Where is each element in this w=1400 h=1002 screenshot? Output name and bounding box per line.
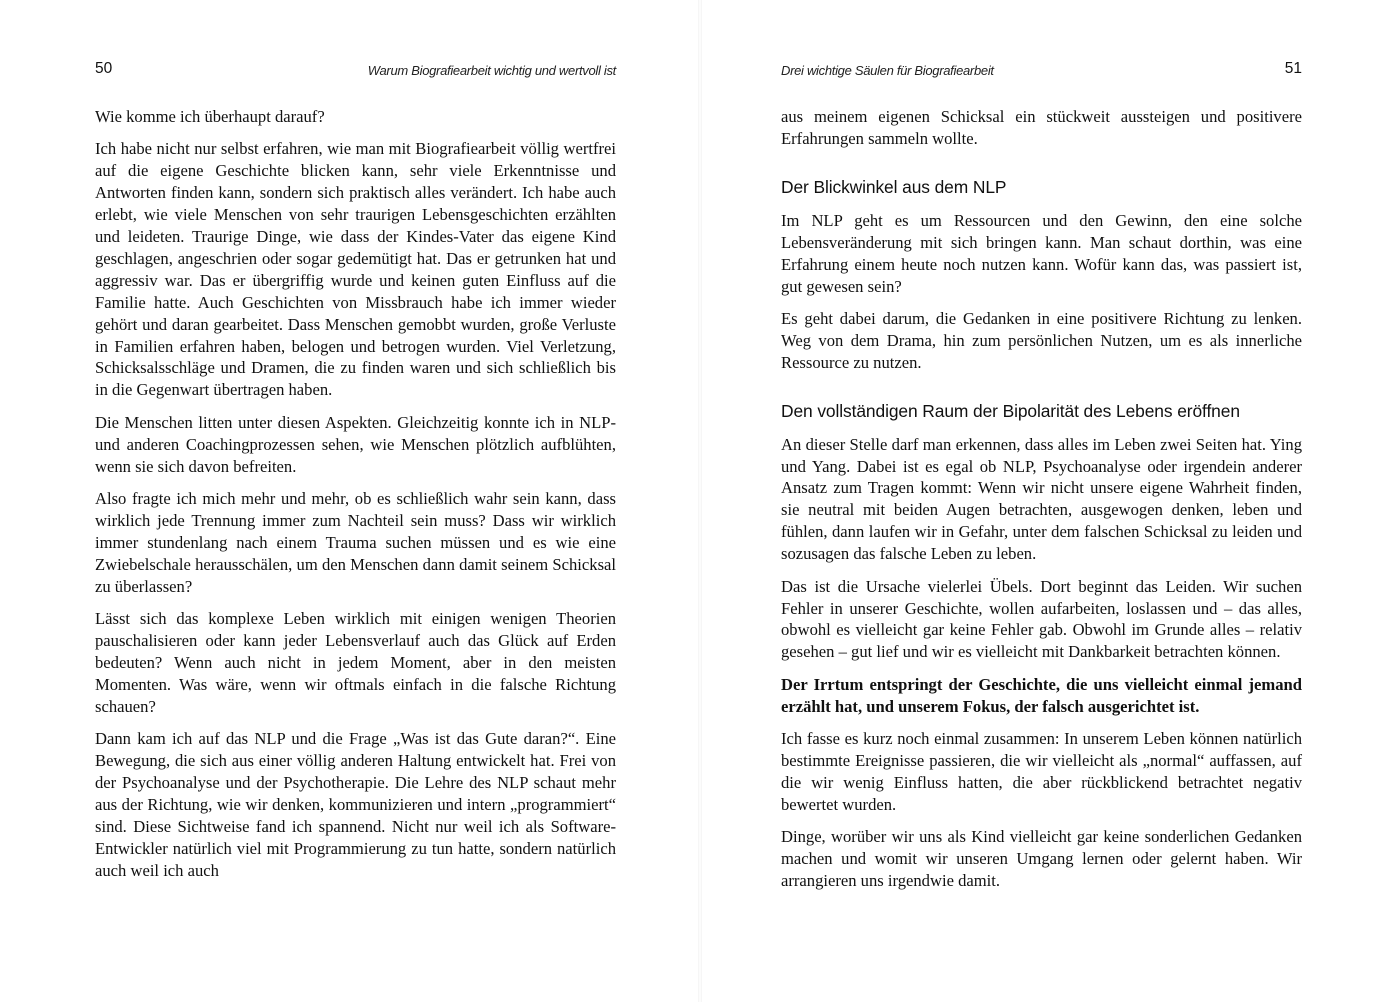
section-heading-nlp: Der Blickwinkel aus dem NLP bbox=[781, 176, 1007, 197]
right-bold-paragraph: Der Irrtum entspringt der Geschichte, die uns vielleicht einmal jemand erzählt hat, und unserem Fokus, der falsch ausgerichtet ist. bbox=[781, 674, 1302, 716]
left-paragraph: Also fragte ich mich mehr und mehr, ob es schließlich wahr sein kann, dass wirklich jede Trennung immer zum Nachteil sein muss? Dass wir wirklich immer stundenlang nach einem Trauma suchen müssen und es wie eine Zwiebelschale herausschälen, um den Menschen dann damit seinem Schicksal zu überlassen? bbox=[95, 489, 616, 596]
section-heading-bipolarity: Den vollständigen Raum der Bipolarität des Lebens eröffnen bbox=[781, 400, 1240, 421]
right-running-head bbox=[781, 60, 1302, 82]
right-lead-paragraph: aus meinem eigenen Schicksal ein stückweit aussteigen und positivere Erfahrungen sammeln wollte. bbox=[781, 107, 1302, 148]
right-paragraph: Im NLP geht es um Ressourcen und den Gewinn, den eine solche Lebensveränderung mit sich bringen kann. Man schaut dorthin, was eine Erfahrung einem heute noch nutzen kann. Wofür kann das, was passiert ist, gut gewesen sein? bbox=[781, 210, 1302, 296]
right-paragraph: Es geht dabei darum, die Gedanken in eine positivere Richtung zu lenken. Weg von dem Drama, hin zum persönlichen Nutzen, um es als innerliche Ressource zu nutzen. bbox=[781, 308, 1302, 372]
left-running-head bbox=[95, 60, 616, 82]
right-page-number: 51 bbox=[1284, 60, 1302, 77]
right-paragraph: Dinge, worüber wir uns als Kind vielleicht gar keine sonderlichen Gedanken machen und womit wir unseren Umgang lernen oder gelernt haben. Wir arrangieren uns irgendwie damit. bbox=[781, 827, 1302, 890]
left-page-number: 50 bbox=[95, 60, 113, 77]
right-running-head-title: Drei wichtige Säulen für Biografiearbeit bbox=[781, 63, 994, 78]
left-paragraph: Lässt sich das komplexe Leben wirklich mit einigen wenigen Theorien pauschalisieren oder kann jeder Lebensverlauf auch das Glück auf Erden bedeuten? Wenn auch nicht in jedem Moment, aber in den meisten Momenten. Was wäre, wenn wir oftmals einfach in die falsche Richtung schauen? bbox=[95, 609, 616, 716]
left-paragraph: Wie komme ich überhaupt darauf? bbox=[95, 107, 325, 126]
left-paragraph: Dann kam ich auf das NLP und die Frage „Was ist das Gute daran?“. Eine Bewegung, die sich aus einer völlig anderen Haltung entwickelt hat. Frei von der Psychoanalyse und der Psychotherapie. Die Lehre des NLP schaut mehr aus der Richtung, wie wir denken, kommunizieren und intern „programmiert“ sind. Diese Sichtweise fand ich spannend. Nicht nur weil ich als Software-Entwickler natürlich viel mit Programmierung zu tun hatte, sondern natürlich auch weil ich auch bbox=[95, 729, 616, 880]
right-text-column bbox=[781, 106, 1302, 902]
right-paragraph: Das ist die Ursache vielerlei Übels. Dort beginnt das Leiden. Wir suchen Fehler in unserer Geschichte, wollen aufarbeiten, loslassen und – das alles, obwohl es vielleicht gar keine Fehler gab. Obwohl im Grunde alles – relativ gesehen – gut lief und wir es vielleicht mit Dankbarkeit betrachten können. bbox=[781, 576, 1302, 662]
right-paragraph: An dieser Stelle darf man erkennen, dass alles im Leben zwei Seiten hat. Ying und Yang. Dabei ist es egal ob NLP, Psychoanalyse oder irgendein anderer Ansatz zum Tragen kommt: Wenn wir nicht unsere eigene Wahrheit finden, sie neutral mit beiden Augen betrachten, ausgewogen denken, leben und fühlen, dann laufen wir in Gefahr, unter dem falschen Schicksal zu leiden und sozusagen das falsche Leben zu leben. bbox=[781, 434, 1302, 564]
right-paragraph: Ich fasse es kurz noch einmal zusammen: In unserem Leben können natürlich bestimmte Ereignisse passieren, die wir vielleicht als „normal“ auffassen, auf die wir wenig Einfluss hatten, die aber rückblickend betrachtet negativ bewertet wurden. bbox=[781, 729, 1302, 814]
left-running-head-title: Warum Biografiearbeit wichtig und wertvoll ist bbox=[367, 63, 616, 78]
left-paragraph: Die Menschen litten unter diesen Aspekten. Gleichzeitig konnte ich in NLP- und anderen Coachingprozessen sehen, wie Menschen plötzlich aufblühten, wenn sie sich davon befreiten. bbox=[95, 412, 616, 476]
left-paragraph: Ich habe nicht nur selbst erfahren, wie man mit Biografiearbeit völlig wertfrei auf die eigene Geschichte blicken kann, sehr viele Erkenntnisse und Antworten finden kann, sondern sich praktisch alles verändert. Ich habe auch erlebt, wie viele Menschen von sehr traurigen Lebensgeschichten erzählten und leideten. Traurige Dinge, wie dass der Kindes-Vater das eigene Kind geschlagen, angeschrien oder sogar gedemütigt hat. Das er getrunken hat und aggressiv war. Das er übergriffig wurde und keinen guten Einfluss auf die Familie hatte. Auch Geschichten von Missbrauch habe ich immer wieder gehört und daran gearbeitet. Dass Menschen gemobbt wurden, große Verluste in Familien erfahren haben, belogen und betrogen wurden. Viel Verletzung, Schicksalsschläge und Dramen, die zu finden waren und sich schließlich bis in die Gegenwart übertragen haben. bbox=[95, 139, 616, 400]
right-page bbox=[700, 0, 1400, 1002]
left-text-column bbox=[95, 106, 616, 892]
